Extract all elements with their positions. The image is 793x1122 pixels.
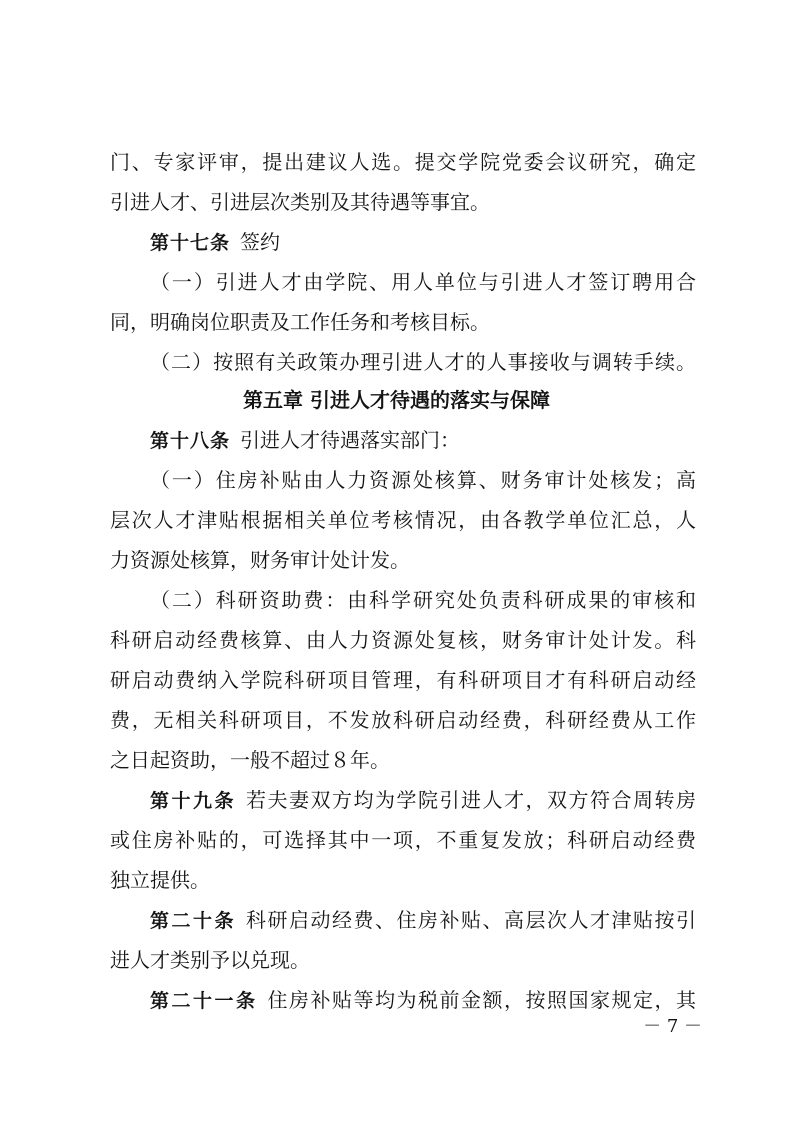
article-19-line: [150, 780, 696, 820]
paragraph-line: 力资源处核算，财务审计处计发。: [110, 548, 410, 572]
paragraph-line: 进人才类别予以兑现。: [110, 948, 310, 972]
paragraph-line: （二）科研资助费：由科学研究处负责科研成果的审核和: [150, 588, 696, 612]
article-text: 科研启动经费、住房补贴、高层次人才津贴按引: [246, 908, 696, 932]
paragraph-line: 科研启动经费核算、由人力资源处复核，财务审计处计发。科: [110, 628, 696, 652]
article-label: 第十九条: [150, 790, 236, 812]
article-label: 第十七条: [150, 232, 231, 254]
article-label: 第二十一条: [150, 990, 258, 1012]
paragraph-line: 之日起资助，一般不超过８年。: [110, 748, 390, 772]
paragraph-line: 独立提供。: [110, 868, 210, 892]
article-text: 若夫妻双方均为学院引进人才，双方符合周转房: [246, 788, 696, 812]
article-17-heading: [150, 222, 696, 262]
paragraph-line: （一）引进人才由学院、用人单位与引进人才签订聘用合: [150, 270, 696, 294]
article-text: 住房补贴等均为税前金额，按照国家规定，其: [267, 988, 696, 1012]
article-text: 引进人才待遇落实部门：: [240, 428, 461, 452]
paragraph-line: 研启动费纳入学院科研项目管理，有科研项目才有科研启动经: [110, 668, 696, 692]
article-20-line: [150, 900, 696, 940]
paragraph-line: 门、专家评审，提出建议人选。提交学院党委会议研究，确定: [110, 150, 696, 174]
paragraph-line: 费，无相关科研项目，不发放科研启动经费，科研经费从工作: [110, 708, 696, 732]
paragraph-line: 同，明确岗位职责及工作任务和考核目标。: [110, 310, 490, 334]
paragraph-line: （二）按照有关政策办理引进人才的人事接收与调转手续。: [150, 350, 696, 374]
paragraph-line: （一）住房补贴由人力资源处核算、财务审计处核发；高: [150, 468, 696, 492]
paragraph-line: 或住房补贴的，可选择其中一项，不重复发放；科研启动经费: [110, 828, 696, 852]
article-title: 签约: [240, 230, 281, 254]
article-label: 第二十条: [150, 910, 236, 932]
paragraph-line: 引进人才、引进层次类别及其待遇等事宜。: [110, 190, 490, 214]
article-18-heading: [150, 420, 696, 460]
article-21-line: [150, 980, 696, 1020]
article-label: 第十八条: [150, 430, 231, 452]
chapter-title: 第五章 引进人才待遇的落实与保障: [243, 388, 550, 412]
page-number: － 7 －: [643, 1016, 702, 1037]
paragraph-line: 层次人才津贴根据相关单位考核情况，由各教学单位汇总，人: [110, 508, 696, 532]
